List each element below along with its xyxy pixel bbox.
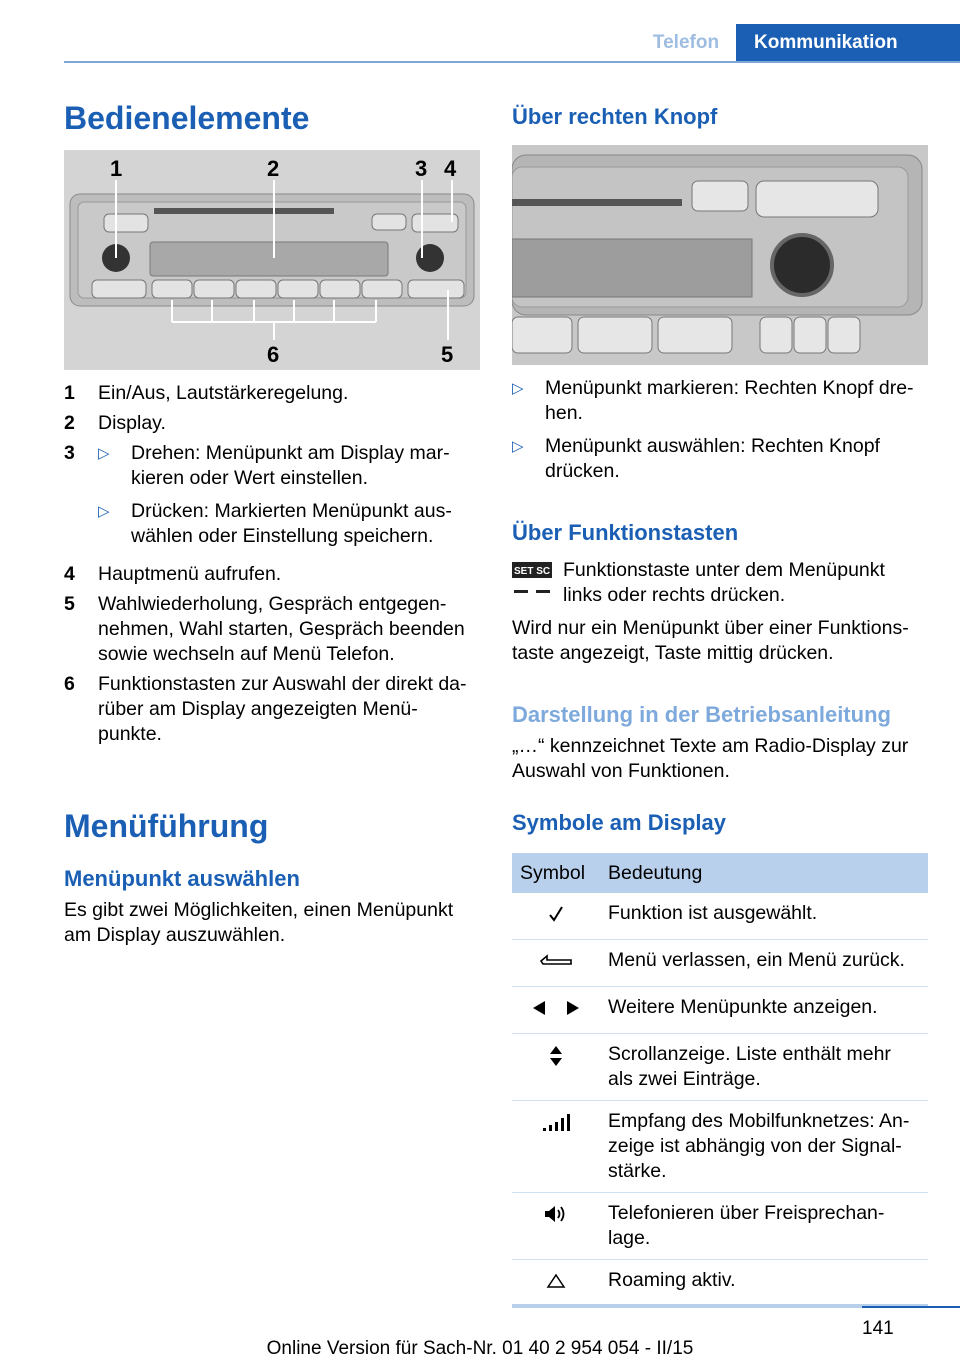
table-header-bedeutung: Bedeutung — [600, 853, 928, 893]
list-item — [64, 411, 484, 436]
page-number: 141 — [862, 1318, 894, 1339]
triangle-bullet-icon: ▷ — [98, 503, 110, 520]
list-text: Display. — [98, 412, 166, 434]
signal-strength-icon — [542, 1112, 570, 1132]
back-arrow-icon — [539, 951, 573, 971]
table-cell-meaning: Telefonieren über Freisprechan- lage. — [600, 1193, 928, 1260]
table-cell-meaning: Weitere Menüpunkte anzeigen. — [600, 987, 928, 1034]
menu-paragraph: Es gibt zwei Möglichkeiten, einen Menüpunkt am Display auszuwählen. — [64, 899, 454, 946]
table-row — [512, 1193, 928, 1260]
table-row — [512, 1034, 928, 1101]
footer-text: Online Version für Sach-Nr. 01 40 2 954 054 - II/15 — [266, 1338, 694, 1359]
list-number: 3 — [64, 442, 75, 464]
triangle-bullet-icon: ▷ — [98, 445, 110, 462]
footer-divider — [862, 1306, 960, 1308]
tab-kommunikation: Kommunikation — [736, 24, 960, 62]
list-number: 2 — [64, 412, 75, 434]
scroll-indicator-icon — [549, 1045, 563, 1067]
list-number: 5 — [64, 593, 75, 615]
list-text: Wahlwiederholung, Gespräch entgegen- nehmen, Wahl starten, Gespräch beenden sowie wechseln auf Menü Telefon. — [98, 593, 465, 665]
subsection-title-symbole: Symbole am Display — [512, 810, 726, 835]
speaker-icon — [543, 1204, 569, 1224]
figure-label-1: 1 — [110, 156, 123, 181]
roaming-icon — [546, 1273, 566, 1289]
figure-label-2: 2 — [267, 156, 280, 181]
sub-item — [512, 376, 928, 426]
sub-item-text: Drehen: Menüpunkt am Display mar- kieren oder Wert einstellen. — [131, 442, 450, 489]
list-number: 1 — [64, 382, 75, 404]
sub-item — [512, 434, 928, 484]
set-function-key-icon — [512, 560, 552, 600]
right-knob-figure — [512, 145, 928, 365]
section-title-bedienelemente: Bedienelemente — [64, 100, 310, 136]
table-cell-meaning: Funktion ist ausgewählt. — [600, 893, 928, 940]
table-cell-meaning: Empfang des Mobilfunknetzes: An- zeige ist abhängig von der Signal- stärke. — [600, 1101, 928, 1193]
sub-item-text: Menüpunkt auswählen: Rechten Knopf drücken. — [545, 435, 880, 482]
subsection-title-funktionstasten: Über Funktionstasten — [512, 520, 739, 545]
figure-label-5: 5 — [441, 342, 454, 367]
list-item — [64, 441, 484, 557]
tab-telefon: Telefon — [652, 32, 720, 53]
triangle-bullet-icon: ▷ — [512, 438, 524, 455]
knob-list — [512, 376, 928, 492]
table-cell-meaning: Scrollanzeige. Liste enthält mehr als zwei Einträge. — [600, 1034, 928, 1101]
table-row — [512, 1260, 928, 1307]
table-cell-meaning: Menü verlassen, ein Menü zurück. — [600, 940, 928, 987]
sub-item — [98, 499, 484, 549]
sub-item-text: Menüpunkt markieren: Rechten Knopf dre- hen. — [545, 377, 914, 424]
triangle-bullet-icon: ▷ — [512, 380, 524, 397]
list-text: Hauptmenü aufrufen. — [98, 563, 282, 585]
representation-paragraph: „…“ kennzeichnet Texte am Radio-Display zur Auswahl von Funktionen. — [512, 735, 909, 782]
list-item — [64, 592, 484, 667]
list-item — [64, 562, 484, 587]
table-row — [512, 893, 928, 940]
figure-label-4: 4 — [444, 156, 457, 181]
symbols-table — [512, 853, 928, 1308]
list-item — [64, 381, 484, 406]
list-text: Ein/Aus, Lautstärkeregelung. — [98, 382, 349, 404]
subsection-title-menupunkt: Menüpunkt auswählen — [64, 866, 300, 891]
list-number: 4 — [64, 563, 75, 585]
figure-label-3: 3 — [415, 156, 428, 181]
subsection-title-darstellung: Darstellung in der Betriebsanleitung — [512, 702, 891, 727]
function-key-paragraph: Wird nur ein Menüpunkt über einer Funktions- taste angezeigt, Taste mittig drücken. — [512, 617, 909, 664]
sub-item-text: Drücken: Markierten Menüpunkt aus- wählen oder Einstellung speichern. — [131, 500, 452, 547]
radio-controls-figure — [64, 150, 480, 370]
sub-item — [98, 441, 484, 491]
set-key-label: SET SC — [514, 566, 551, 577]
controls-list — [64, 381, 484, 752]
subsection-title-knopf: Über rechten Knopf — [512, 104, 718, 129]
list-item — [64, 672, 484, 747]
table-row — [512, 940, 928, 987]
function-key-description: Funktionstaste unter dem Menüpunkt links oder rechts drücken. — [563, 559, 885, 606]
table-row — [512, 987, 928, 1034]
list-text: Funktionstasten zur Auswahl der direkt da- rüber am Display angezeigten Menü- punkte. — [98, 673, 467, 745]
table-header-symbol: Symbol — [512, 853, 600, 893]
table-cell-meaning: Roaming aktiv. — [600, 1260, 928, 1307]
figure-label-6: 6 — [267, 342, 280, 367]
table-row — [512, 1101, 928, 1193]
section-title-menufuehrung: Menüführung — [64, 808, 269, 844]
left-right-arrows-icon — [529, 998, 583, 1018]
list-number: 6 — [64, 673, 75, 695]
check-icon — [546, 904, 566, 924]
header-divider — [64, 61, 960, 63]
symbols-table-wrapper — [512, 853, 928, 1308]
